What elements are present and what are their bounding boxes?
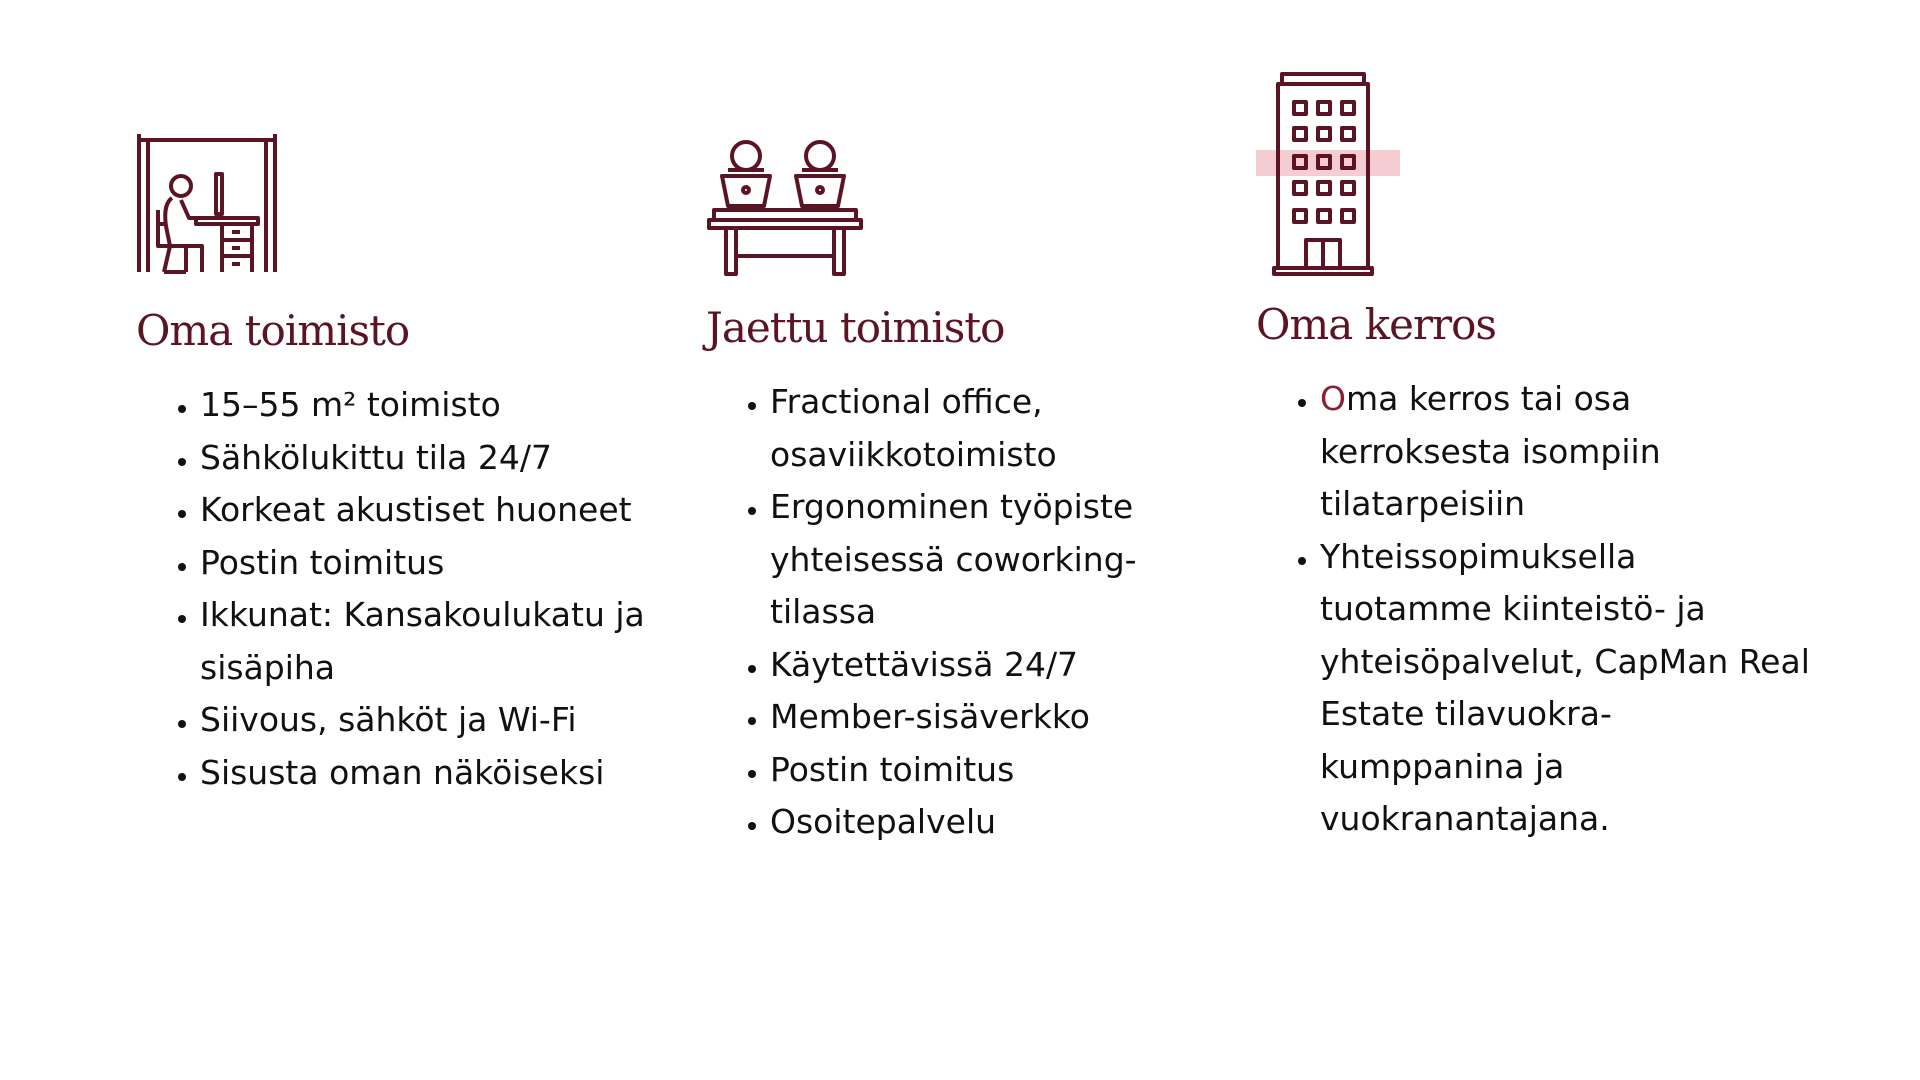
list-item: • Yhteissopimuksella tuotamme kiinteistö- ja yhteisöpalvelut, CapMan Real Estate tilavuokra-kumppanina ja vuokranantajana. — [1320, 531, 1816, 846]
office-cubicle-icon — [136, 132, 278, 274]
list-item: • Postin toimitus — [770, 744, 1176, 797]
column-title: Oma toimisto — [136, 306, 410, 355]
list-item-first-letter: O — [1320, 379, 1346, 418]
office-building-icon — [1256, 72, 1406, 276]
column-title: Oma kerros — [1256, 300, 1496, 349]
list-item: • Sisusta oman näköiseksi — [200, 747, 656, 800]
list-item: • Siivous, sähköt ja Wi-Fi — [200, 694, 656, 747]
list-item-text: ma kerros tai osa kerroksesta isompiin tilatarpeisiin — [1320, 379, 1661, 523]
feature-list — [706, 376, 1176, 849]
list-item: • Korkeat akustiset huoneet — [200, 484, 656, 537]
list-item: • Postin toimitus — [200, 537, 656, 590]
list-item: • Fractional office, osaviikkotoimisto — [770, 376, 1176, 481]
feature-list — [1256, 373, 1816, 846]
list-item: • 15–55 m² toimisto — [200, 379, 656, 432]
list-item: • Ikkunat: Kansakoulukatu ja sisäpiha — [200, 589, 656, 694]
list-item: • Käytettävissä 24/7 — [770, 639, 1176, 692]
list-item — [1320, 373, 1816, 531]
list-item: • Member-sisäverkko — [770, 691, 1176, 744]
list-item: • Osoitepalvelu — [770, 796, 1176, 849]
list-item: • Sähkölukittu tila 24/7 — [200, 432, 656, 485]
feature-list — [136, 379, 656, 799]
shared-desk-icon — [706, 138, 864, 278]
column-title: Jaettu toimisto — [706, 303, 1005, 352]
list-item: • Ergonominen työpiste yhteisessä coworking-tilassa — [770, 481, 1176, 639]
